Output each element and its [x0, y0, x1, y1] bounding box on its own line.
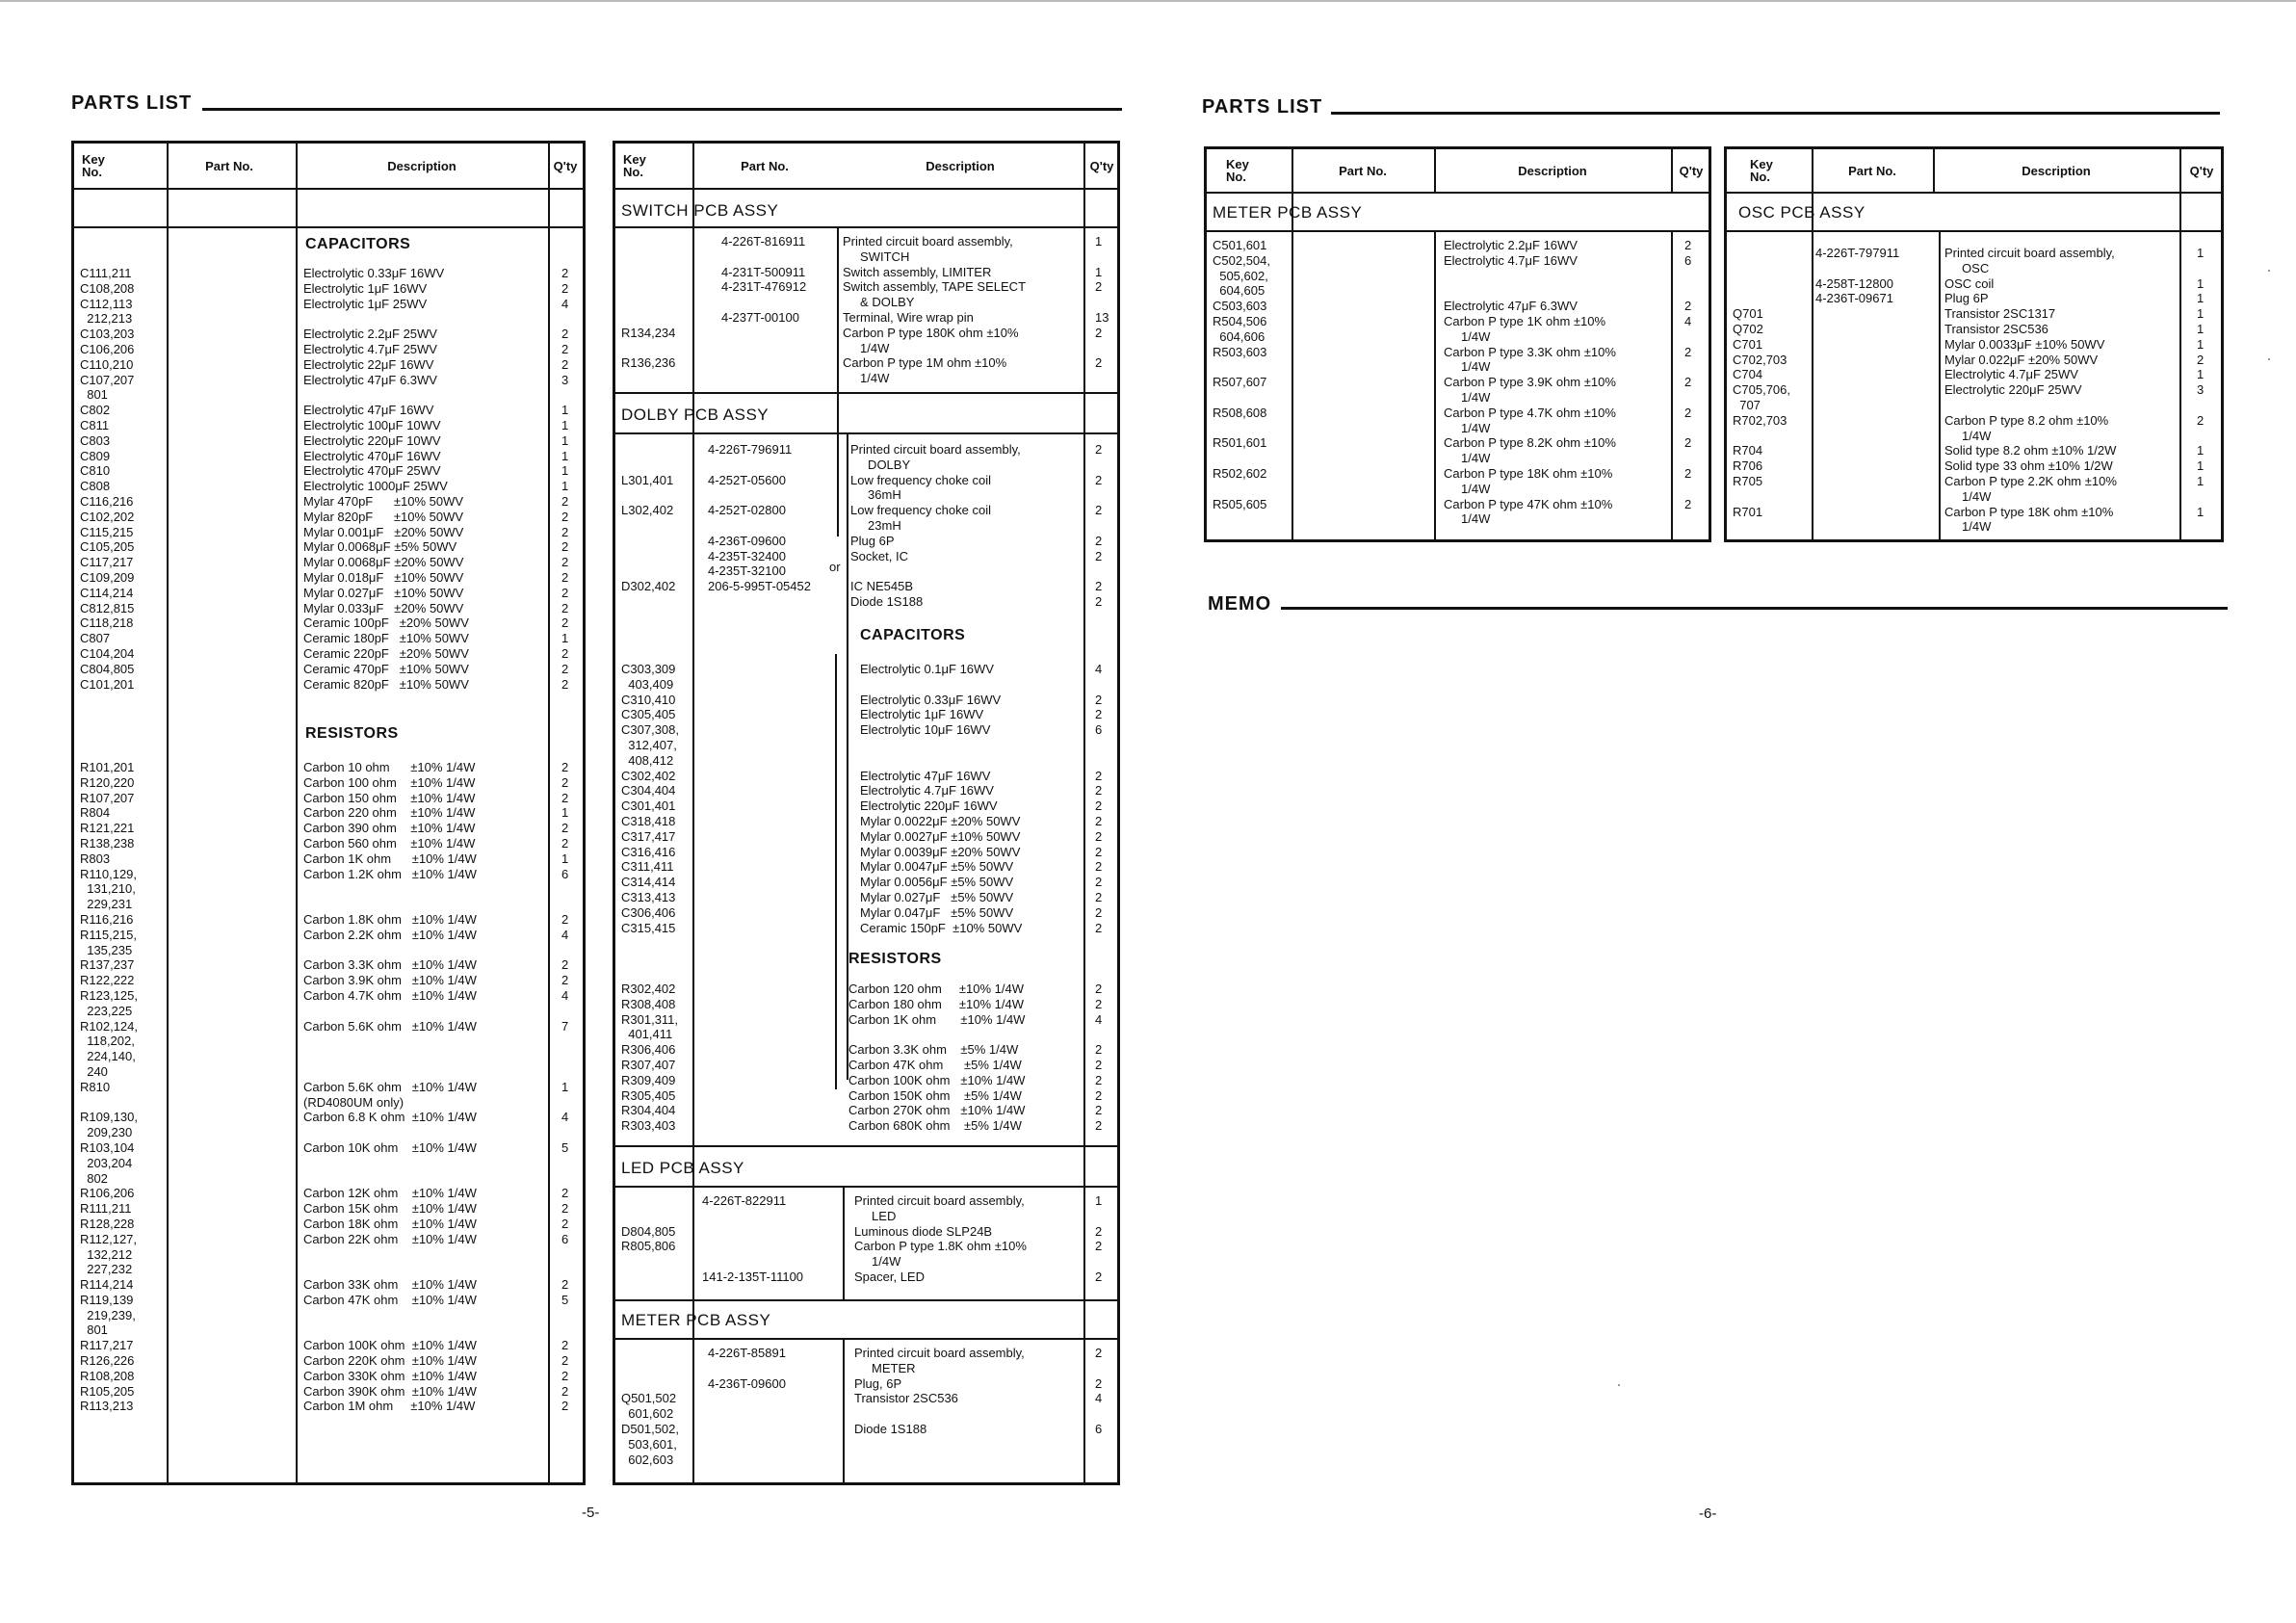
- col-divider: [835, 654, 837, 1089]
- dolby-qty-column: 2 2 2 2 2 2 2: [1095, 442, 1103, 609]
- led-qty-column: 1 2 2 2: [1095, 1193, 1103, 1284]
- col-divider: [843, 1186, 845, 1299]
- res-qty-column: 2 2 2 1 2 2 1 6 2 4 2 2 4 7 1 4 5 2 2 2 6 2 5 2 2 2 2 2: [561, 760, 569, 1414]
- caps-qty-column: 2 2 4 2 2 2 3 1 1 1 1 1 1 2 2 2 2 2 2 2 2 2 1 2 2 2: [561, 266, 569, 692]
- col-part-no: Part No.: [741, 158, 789, 173]
- meter-description-column: Printed circuit board assembly, METER Plug, 6P Transistor 2SC536 Diode 1S188: [854, 1346, 1025, 1436]
- col-qty: Q'ty: [1679, 163, 1704, 178]
- led-part-column: 4-226T-822911 141-2-135T-11100: [702, 1193, 804, 1284]
- col-divider: [692, 144, 694, 1482]
- section-switch-pcb: SWITCH PCB ASSY: [621, 201, 779, 220]
- col-divider: [1671, 149, 1673, 192]
- parts-table-osc: [1724, 146, 2224, 542]
- meter-key-column: C501,601 C502,504, 505,602, 604,605 C503,603 R504,506 604,606 R503,603 R507,607 R508,608 R501,601 R502,602 R505,605: [1213, 238, 1270, 511]
- col-divider: [296, 144, 298, 1482]
- col-divider: [1434, 230, 1436, 539]
- section-dolby-pcb: DOLBY PCB ASSY: [621, 406, 770, 424]
- switch-qty-column: 1 1 2 13 2 2: [1095, 234, 1109, 371]
- col-part-no: Part No.: [1848, 163, 1896, 178]
- meter-qty-column: 2 6 2 4 2 2 2 2 2 2: [1684, 238, 1692, 511]
- page-number-right: -6-: [1699, 1505, 1717, 1522]
- meter-qty-column: 2 2 4 6: [1095, 1346, 1103, 1436]
- col-divider: [548, 144, 550, 1482]
- dolby-key-column: L301,401 L302,402 D302,402: [621, 472, 676, 594]
- col-description: Description: [2022, 163, 2091, 178]
- row-divider: [1727, 230, 2221, 232]
- row-divider: [615, 1338, 1117, 1340]
- col-qty: Q'ty: [553, 158, 578, 173]
- col-qty: Q'ty: [1089, 158, 1114, 173]
- page-top-edge: [0, 0, 2296, 2]
- section-osc-pcb: OSC PCB ASSY: [1738, 203, 1866, 222]
- col-divider: [1933, 149, 1935, 192]
- dolby-description-column: Printed circuit board assembly, DOLBY Low frequency choke coil 36mH Low frequency choke coil 23mH Plug 6P Socket, IC IC NE545B Diode 1S188: [850, 442, 1021, 609]
- section-meter-pcb: METER PCB ASSY: [621, 1311, 771, 1329]
- section-meter-pcb: METER PCB ASSY: [1213, 203, 1363, 222]
- dolby-res-key-column: R302,402 R308,408 R301,311, 401,411 R306,406 R307,407 R309,409 R305,405 R304,404 R303,403: [621, 982, 679, 1134]
- meter-description-column: Electrolytic 2.2μF 16WV Electrolytic 4.7μF 16WV Electrolytic 47μF 6.3WV Carbon P type 1K ohm ±10% 1/4W Carbon P type 3.3K ohm ±10% 1/4W Carbon P type 3.9K ohm ±10% 1/4W Carbon P type 4.7K ohm ±10% 1/4W Carbon P type 8.2K ohm ±10% 1/4W Carbon P type 18K ohm ±10% 1/4W Carbon P type 47K ohm ±10% 1/4W: [1444, 238, 1616, 527]
- col-key-no: Key No.: [1226, 157, 1249, 184]
- dolby-caps-key-column: C303,309 403,409 C310,410 C305,405 C307,308, 312,407, 408,412 C302,402 C304,404 C301,401 C318,418 C317,417 C316,416 C311,411 C314,414 C313,413 C306,406 C315,415: [621, 662, 679, 935]
- row-divider: [1207, 230, 1709, 232]
- row-divider: [615, 1186, 1117, 1188]
- parts-list-header-right: PARTS LIST: [1202, 96, 1323, 118]
- page-number-left: -5-: [582, 1505, 600, 1521]
- col-divider: [1434, 149, 1436, 192]
- dolby-caps-description-column: Electrolytic 0.1μF 16WV Electrolytic 0.33μF 16WV Electrolytic 1μF 16WV Electrolytic 10μF 16WV Electrolytic 47μF 16WV Electrolytic 4.7μF 16WV Electrolytic 220μF 16WV Mylar 0.0022μF ±20% 50WV Mylar 0.0027μF ±10% 50WV Mylar 0.0039μF ±20% 50WV Mylar 0.0047μF ±5% 50WV Mylar 0.0056μF ±5% 50WV Mylar 0.027μF ±5% 50WV Mylar 0.047μF ±5% 50WV Ceramic 150pF ±10% 50WV: [860, 662, 1023, 935]
- parts-list-header-left: PARTS LIST: [71, 92, 193, 114]
- osc-description-column: Printed circuit board assembly, OSC OSC coil Plug 6P Transistor 2SC1317 Transistor 2SC536 Mylar 0.0033μF ±10% 50WV Mylar 0.022μF ±20% 50WV Electrolytic 4.7μF 25WV Electrolytic 220μF 25WV Carbon P type 8.2 ohm ±10% 1/4W Solid type 8.2 ohm ±10% 1/2W Solid type 33 ohm ±10% 1/2W Carbon P type 2.2K ohm ±10% 1/4W Carbon P type 18K ohm ±10% 1/4W: [1944, 246, 2117, 535]
- col-description: Description: [1518, 163, 1587, 178]
- section-capacitors: CAPACITORS: [305, 236, 411, 252]
- col-divider: [2179, 149, 2181, 539]
- row-divider: [615, 226, 1117, 228]
- led-description-column: Printed circuit board assembly, LED Luminous diode SLP24B Carbon P type 1.8K ohm ±10% 1/4W Spacer, LED: [854, 1193, 1027, 1284]
- col-description: Description: [387, 158, 457, 173]
- col-qty: Q'ty: [2189, 163, 2214, 178]
- col-key-no: Key No.: [1750, 157, 1773, 184]
- res-description-column: Carbon 10 ohm ±10% 1/4W Carbon 100 ohm ±10% 1/4W Carbon 150 ohm ±10% 1/4W Carbon 220 ohm ±10% 1/4W Carbon 390 ohm ±10% 1/4W Carbon 560 ohm ±10% 1/4W Carbon 1K ohm ±10% 1/4W Carbon 1.2K ohm ±10% 1/4W Carbon 1.8K ohm ±10% 1/4W Carbon 2.2K ohm ±10% 1/4W Carbon 3.3K ohm ±10% 1/4W Carbon 3.9K ohm ±10% 1/4W Carbon 4.7K ohm ±10% 1/4W Carbon 5.6K ohm ±10% 1/4W Carbon 5.6K ohm ±10% 1/4W (RD4080UM only) Carbon 6.8 K ohm ±10% 1/4W Carbon 10K ohm ±10% 1/4W Carbon 12K ohm ±10% 1/4W Carbon 15K ohm ±10% 1/4W Carbon 18K ohm ±10% 1/4W Carbon 22K ohm ±10% 1/4W Carbon 33K ohm ±10% 1/4W Carbon 47K ohm ±10% 1/4W Carbon 100K ohm ±10% 1/4W Carbon 220K ohm ±10% 1/4W Carbon 330K ohm ±10% 1/4W Carbon 390K ohm ±10% 1/4W Carbon 1M ohm ±10% 1/4W: [303, 760, 477, 1414]
- dolby-res-qty-column: 2 2 4 2 2 2 2 2 2: [1095, 982, 1103, 1134]
- col-description: Description: [926, 158, 995, 173]
- section-dolby-resistors: RESISTORS: [848, 951, 942, 967]
- table-header: [615, 144, 1117, 190]
- row-divider: [74, 226, 583, 228]
- table-header: [74, 144, 583, 190]
- col-divider: [167, 144, 169, 1482]
- col-divider: [1939, 230, 1941, 539]
- col-divider: [837, 226, 839, 537]
- dolby-part-column: 4-226T-796911 4-252T-05600 4-252T-02800 4-236T-09600 4-235T-32400 4-235T-32100 206-5-995T-05452: [708, 442, 811, 594]
- col-key-no: Key No.: [82, 152, 105, 179]
- osc-key-column: Q701 Q702 C701 C702,703 C704 C705,706, 707 R702,703 R704 R706 R705 R701: [1733, 306, 1790, 519]
- switch-key-column: R134,234 R136,236: [621, 325, 676, 371]
- table-header: [1727, 149, 2221, 194]
- section-dolby-capacitors: CAPACITORS: [860, 627, 966, 643]
- caps-key-column: C111,211 C108,208 C112,113 212,213 C103,203 C106,206 C110,210 C107,207 801 C802 C811 C803 C809 C810 C808 C116,216 C102,202 C115,215 C105,205 C117,217 C109,209 C114,214 C812,815 C118,218 C807 C104,204 C804,805 C101,201: [80, 266, 135, 692]
- table-header: [1207, 149, 1709, 194]
- dolby-res-description-column: Carbon 120 ohm ±10% 1/4W Carbon 180 ohm ±10% 1/4W Carbon 1K ohm ±10% 1/4W Carbon 3.3K ohm ±5% 1/4W Carbon 47K ohm ±5% 1/4W Carbon 100K ohm ±10% 1/4W Carbon 150K ohm ±5% 1/4W Carbon 270K ohm ±10% 1/4W Carbon 680K ohm ±5% 1/4W: [848, 982, 1026, 1134]
- col-part-no: Part No.: [205, 158, 253, 173]
- scan-speck: [2268, 270, 2270, 272]
- meter-part-column: 4-226T-85891 4-236T-09600: [708, 1346, 786, 1391]
- row-divider: [615, 432, 1117, 434]
- section-resistors: RESISTORS: [305, 725, 399, 742]
- col-divider: [843, 1338, 845, 1482]
- osc-part-column: 4-226T-797911 4-258T-12800 4-236T-09671: [1815, 246, 1900, 306]
- osc-qty-column: 1 1 1 1 1 1 2 1 3 2 1 1 1 1: [2197, 246, 2205, 519]
- res-key-column: R101,201 R120,220 R107,207 R804 R121,221 R138,238 R803 R110,129, 131,210, 229,231 R116,216 R115,215, 135,235 R137,237 R122,222 R123,125, 223,225 R102,124, 118,202, 224,140, 240 R810 R109,130, 209,230 R103,104 203,204 802 R106,206 R111,211 R128,228 R112,127, 132,212 227,232 R114,214 R119,139 219,239, 801 R117,217 R126,226 R108,208 R105,205 R113,213: [80, 760, 138, 1414]
- led-key-column: D804,805 R805,806: [621, 1223, 676, 1254]
- row-divider: [615, 1299, 1117, 1301]
- parts-table-capacitors-resistors: [71, 141, 586, 1485]
- memo-rule: [1281, 607, 2228, 610]
- row-divider: [615, 392, 1117, 394]
- col-part-no: Part No.: [1339, 163, 1387, 178]
- switch-part-column: 4-226T-816911 4-231T-500911 4-231T-476912 4-237T-00100: [721, 234, 807, 325]
- parts-table-pcb-assemblies: [613, 141, 1120, 1485]
- row-divider: [615, 1145, 1117, 1147]
- caps-description-column: Electrolytic 0.33μF 16WV Electrolytic 1μF 16WV Electrolytic 1μF 25WV Electrolytic 2.2μF 25WV Electrolytic 4.7μF 25WV Electrolytic 22μF 16WV Electrolytic 47μF 6.3WV Electrolytic 47μF 16WV Electrolytic 100μF 10WV Electrolytic 220μF 10WV Electrolytic 470μF 16WV Electrolytic 470μF 25WV Electrolytic 1000μF 25WV Mylar 470pF ±10% 50WV Mylar 820pF ±10% 50WV Mylar 0.001μF ±20% 50WV Mylar 0.0068μF ±5% 50WV Mylar 0.0068μF ±20% 50WV Mylar 0.018μF ±10% 50WV Mylar 0.027μF ±10% 50WV Mylar 0.033μF ±20% 50WV Ceramic 100pF ±20% 50WV Ceramic 180pF ±10% 50WV Ceramic 220pF ±20% 50WV Ceramic 470pF ±10% 50WV Ceramic 820pF ±10% 50WV: [303, 266, 469, 692]
- header-rule-right: [1331, 112, 2220, 115]
- parts-table-meter: [1204, 146, 1711, 542]
- col-divider: [1083, 144, 1085, 1482]
- dolby-socket-or: or: [829, 560, 841, 574]
- col-divider: [1671, 230, 1673, 539]
- header-rule-left: [202, 108, 1122, 111]
- section-led-pcb: LED PCB ASSY: [621, 1159, 744, 1177]
- scan-speck: [2268, 358, 2270, 360]
- scan-speck: [1618, 1384, 1620, 1386]
- col-key-no: Key No.: [623, 152, 646, 179]
- meter-key-column: Q501,502 601,602 D501,502, 503,601, 602,603: [621, 1391, 679, 1467]
- memo-header: MEMO: [1208, 593, 1272, 615]
- dolby-caps-qty-column: 4 2 2 6 2 2 2 2 2 2 2 2 2 2 2: [1095, 662, 1103, 935]
- switch-description-column: Printed circuit board assembly, SWITCH Switch assembly, LIMITER Switch assembly, TAPE SELECT & DOLBY Terminal, Wire wrap pin Carbon P type 180K ohm ±10% 1/4W Carbon P type 1M ohm ±10% 1/4W: [843, 234, 1027, 386]
